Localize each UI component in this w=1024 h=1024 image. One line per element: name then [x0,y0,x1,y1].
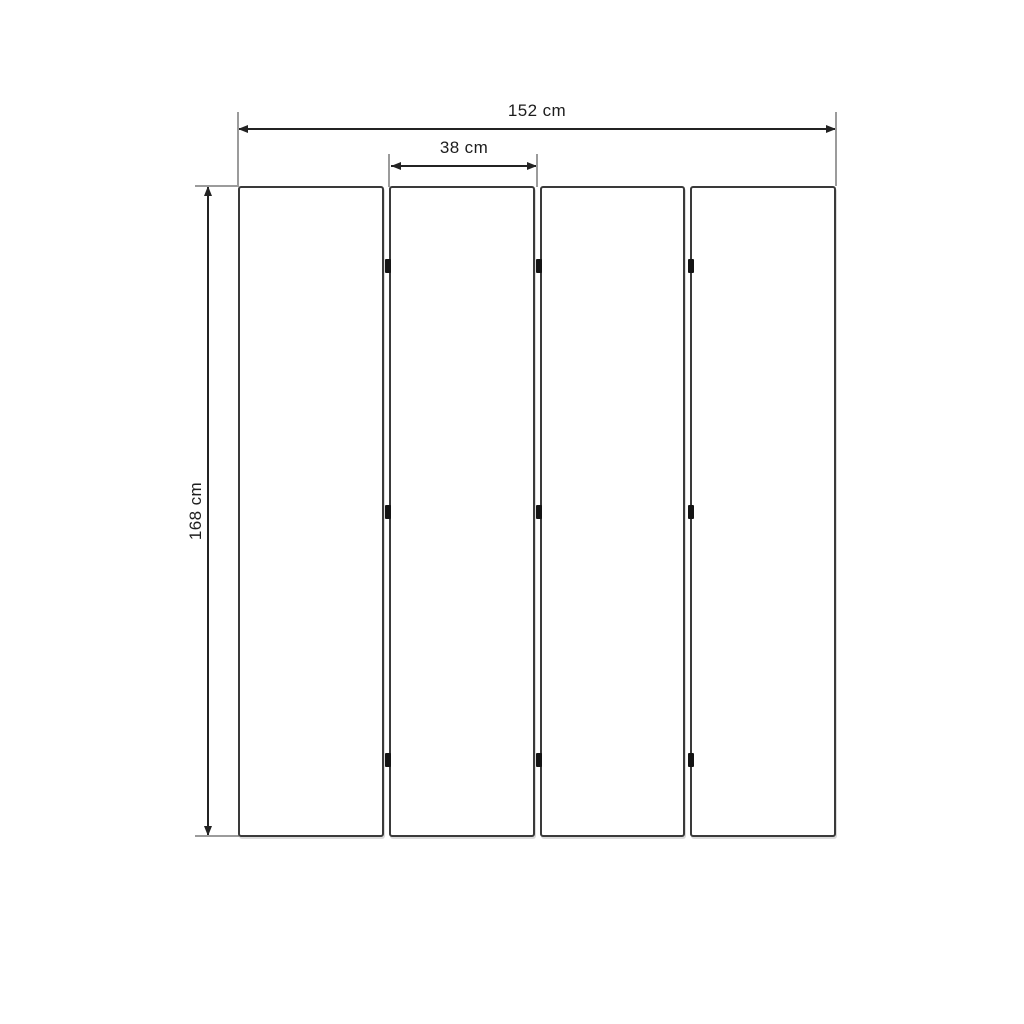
extension-line-panel-left [388,154,390,187]
height-dimension-label: 168 cm [186,481,205,541]
extension-line-left [237,112,239,186]
hinge-gap2-middle [536,505,542,519]
total-width-dimension-line [238,128,836,130]
extension-line-panel-right [536,154,538,187]
hinge-gap3-bottom [688,753,694,767]
panel-width-dimension-label: 38 cm [439,138,489,157]
panel-width-dimension-line [391,165,537,167]
arrowhead-up-icon [204,186,212,196]
height-dimension-line [207,186,209,836]
hinge-gap3-middle [688,505,694,519]
total-width-dimension-label: 152 cm [507,101,567,120]
panel-1 [238,186,384,837]
arrowhead-left-icon [238,125,248,133]
extension-line-top [195,185,239,187]
panel-3 [540,186,686,837]
hinge-gap1-bottom [385,753,391,767]
panel-2 [389,186,535,837]
hinge-gap2-bottom [536,753,542,767]
panel-4 [690,186,836,837]
extension-line-right [835,112,837,186]
hinge-gap1-top [385,259,391,273]
hinge-gap2-top [536,259,542,273]
hinge-gap1-middle [385,505,391,519]
hinge-gap3-top [688,259,694,273]
extension-line-bottom [195,835,239,837]
arrowhead-left-icon [391,162,401,170]
